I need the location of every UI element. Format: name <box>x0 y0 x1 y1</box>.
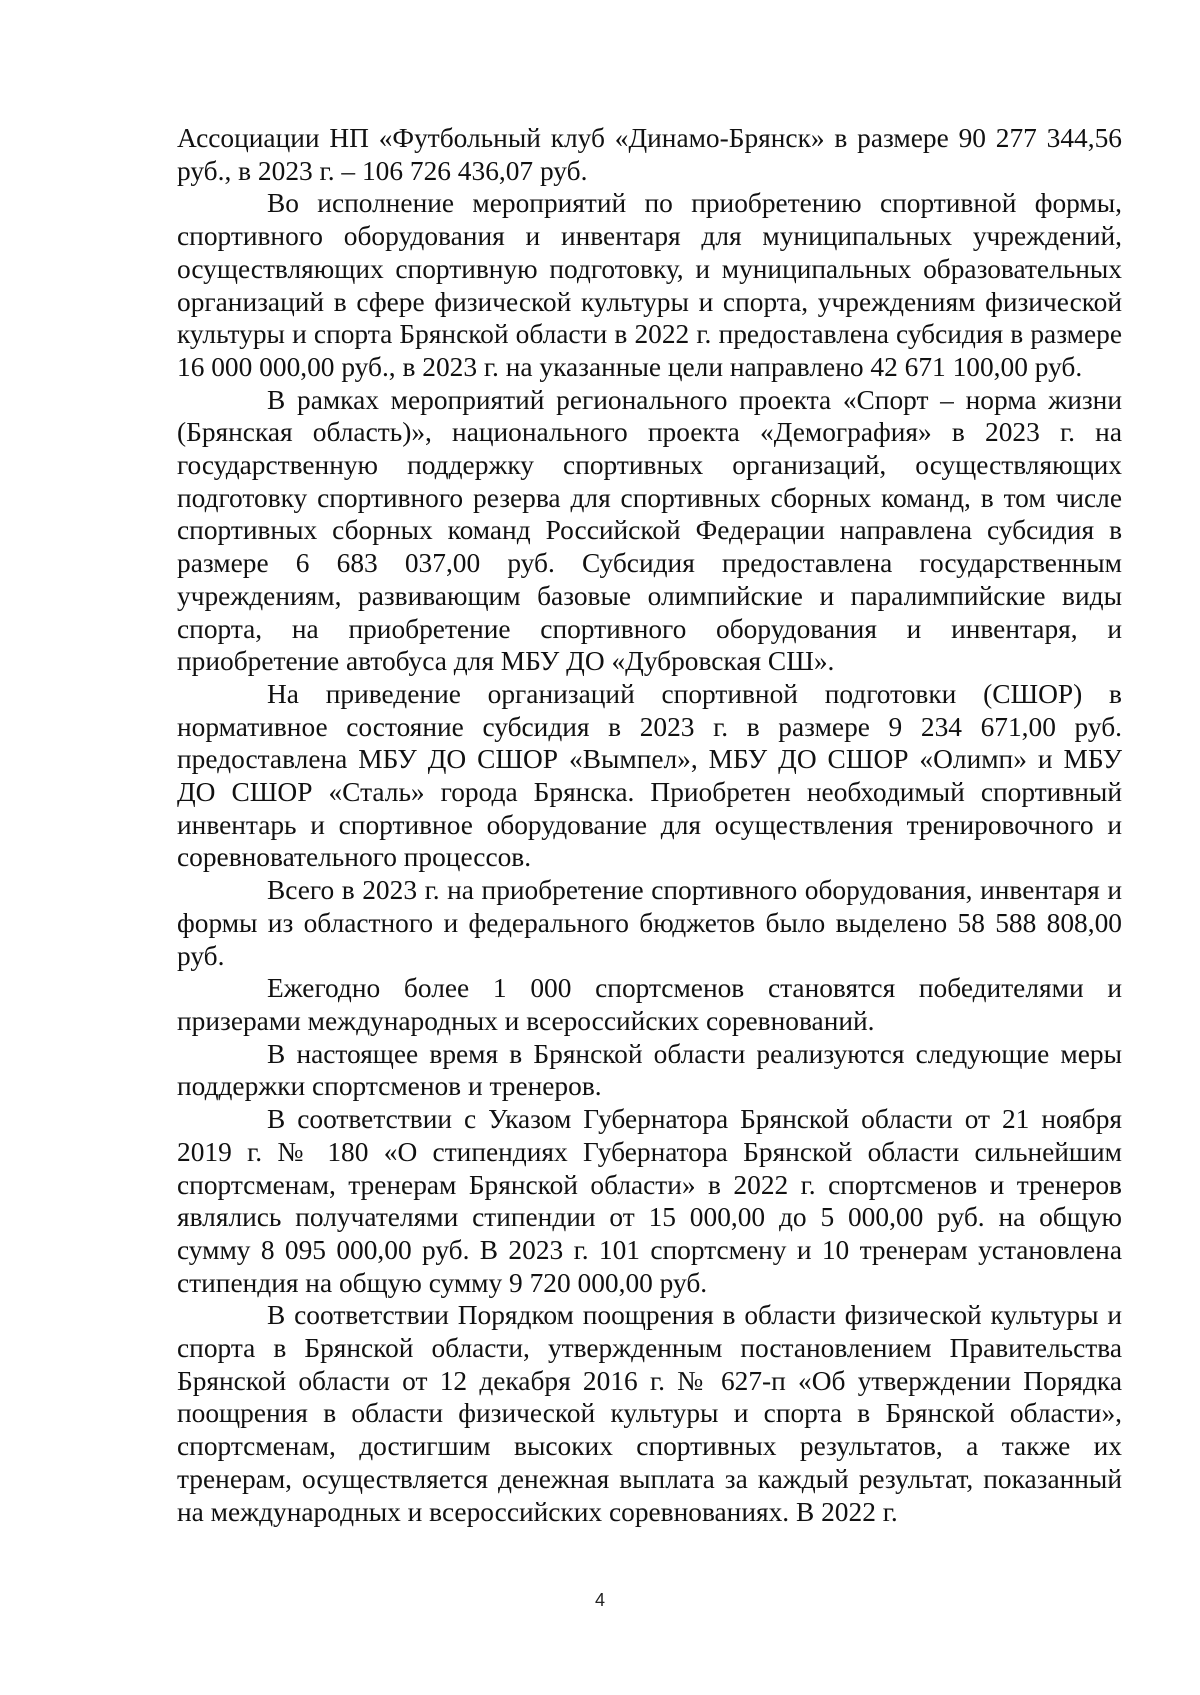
paragraph-8: В соответствии с Указом Губернатора Брянской области от 21 ноября 2019 г. № 180 «О стипендиях Губернатора Брянской области сильнейшим спортсменам, тренерам Брянской области» в 2022 г. спортсменов и тренеров являлись получателями стипендии от 15 000,00 до 5 000,00 руб. на общую сумму 8 095 000,00 руб. В 2023 г. 101 спортсмену и 10 тренерам установлена стипендия на общую сумму 9 720 000,00 руб. <box>177 1104 1122 1298</box>
paragraph-2: Во исполнение мероприятий по приобретению спортивной формы, спортивного оборудования и инвентаря для муниципальных учреждений, осуществляющих спортивную подготовку, и муниципальных образовательных организаций в сфере физической культуры и спорта, учреждениям физической культуры и спорта Брянской области в 2022 г. предоставлена субсидия в размере 16 000 000,00 руб., в 2023 г. на указанные цели направлено 42 671 100,00 руб. <box>177 188 1122 382</box>
paragraph-5: Всего в 2023 г. на приобретение спортивного оборудования, инвентаря и формы из областного и федерального бюджетов было выделено 58 588 808,00 руб. <box>177 875 1122 971</box>
page-number: 4 <box>594 1590 605 1610</box>
paragraph-3: В рамках мероприятий регионального проекта «Спорт – норма жизни (Брянская область)», национального проекта «Демография» в 2023 г. на государственную поддержку спортивных организаций, осуществляющих подготовку спортивного резерва для спортивных сборных команд, в том числе спортивных сборных команд Российской Федерации направлена субсидия в размере 6 683 037,00 руб. Субсидия предоставлена государственным учреждениям, развивающим базовые олимпийские и паралимпийские виды спорта, на приобретение спортивного оборудования и инвентаря, и приобретение автобуса для МБУ ДО «Дубровская СШ». <box>177 384 1122 677</box>
paragraph-7: В настоящее время в Брянской области реализуются следующие меры поддержки спортсменов и тренеров. <box>177 1038 1122 1102</box>
document-body <box>177 122 1122 1528</box>
paragraph-6: Ежегодно более 1 000 спортсменов становятся победителями и призерами международных и всероссийских соревнований. <box>177 973 1122 1036</box>
paragraph-9: В соответствии Порядком поощрения в области физической культуры и спорта в Брянской области, утвержденным постановлением Правительства Брянской области от 12 декабря 2016 г. № 627-п «Об утверждении Порядка поощрения в области физической культуры и спорта в Брянской области», спортсменам, достигшим высоких спортивных результатов, а также их тренерам, осуществляется денежная выплата за каждый результат, показанный на международных и всероссийских соревнованиях. В 2022 г. <box>177 1300 1122 1527</box>
paragraph-1: Ассоциации НП «Футбольный клуб «Динамо-Брянск» в размере 90 277 344,56 руб., в 2023 г. – 106 726 436,07 руб. <box>177 123 1122 186</box>
paragraph-4: На приведение организаций спортивной подготовки (СШОР) в нормативное состояние субсидия в 2023 г. в размере 9 234 671,00 руб. предоставлена МБУ ДО СШОР «Вымпел», МБУ ДО СШОР «Олимп» и МБУ ДО СШОР «Сталь» города Брянска. Приобретен необходимый спортивный инвентарь и спортивное оборудование для осуществления тренировочного и соревновательного процессов. <box>177 678 1122 873</box>
